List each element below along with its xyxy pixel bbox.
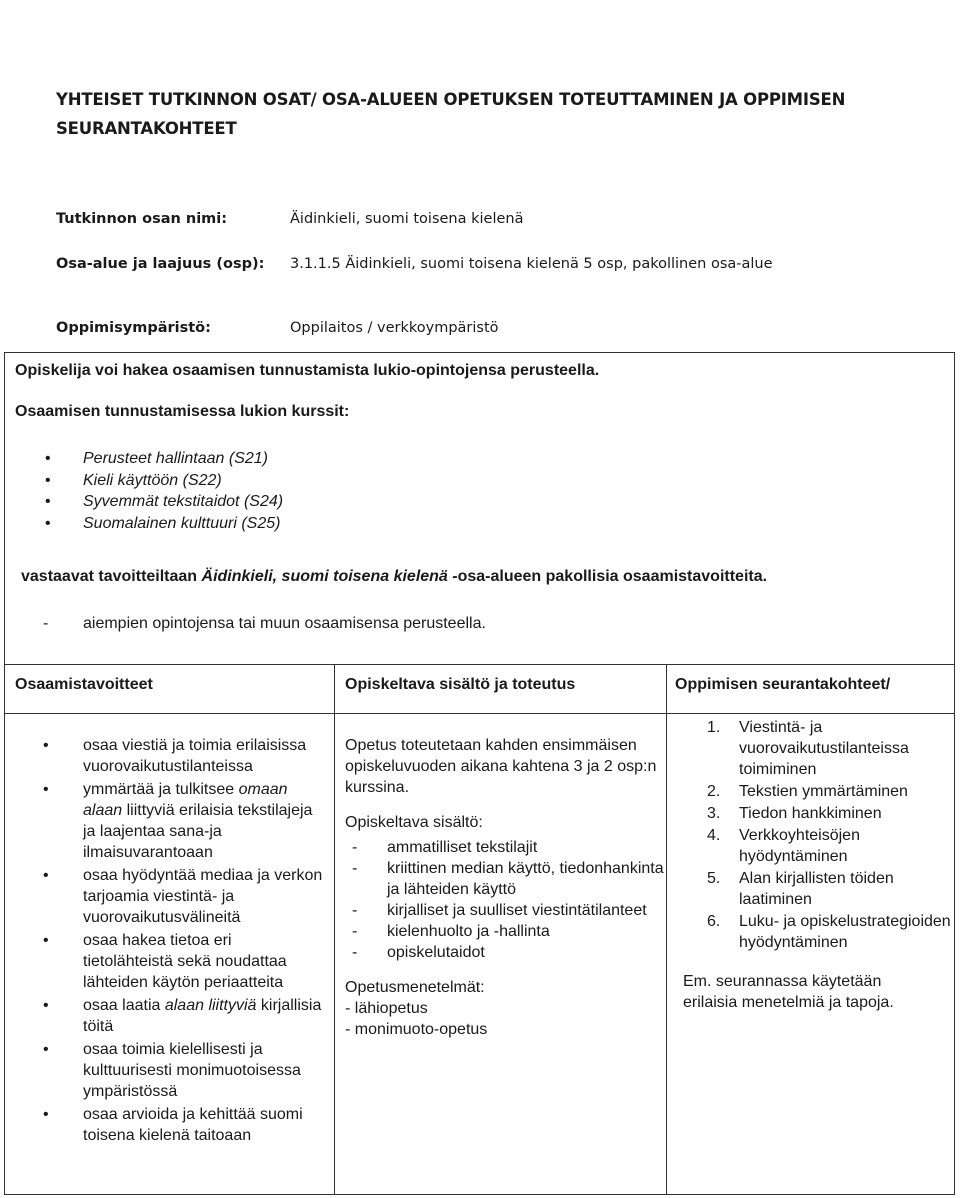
goal-text: kirjallisia töitä	[83, 997, 322, 1035]
goal-text: ymmärtää ja tulkitsee	[83, 781, 239, 798]
targets-sentence	[21, 568, 767, 586]
courses-list	[45, 448, 283, 534]
document-title: YHTEISET TUTKINNON OSAT/ OSA-ALUEEN OPETUKSEN TOTEUTTAMINEN JA OPPIMISEN SEURANTAKOHTEET	[56, 90, 846, 138]
followup-number: 6.	[707, 913, 721, 930]
area-value: 3.1.1.5 Äidinkieli, suomi toisena kielenä 5 osp, pakollinen osa-alue	[290, 256, 773, 272]
method-item: - lähiopetus	[345, 1000, 428, 1017]
goal-text: osaa laatia	[83, 997, 165, 1014]
goal-item	[43, 865, 323, 928]
goal-item	[43, 930, 323, 993]
courses-heading: Osaamisen tunnustamisessa lukion kurssit:	[15, 403, 350, 420]
course-item: • Perusteet hallintaan (S21)	[45, 448, 283, 470]
content-item: - ammatilliset tekstilajit	[345, 837, 665, 858]
followup-item	[683, 868, 953, 910]
prior-learning-line	[43, 615, 486, 633]
goals-list	[43, 735, 323, 1146]
followup-item	[683, 781, 953, 802]
area-label: Osa-alue ja laajuus (osp):	[56, 256, 265, 272]
goal-text: omaan alaan	[83, 781, 288, 819]
environment-label: Oppimisympäristö:	[56, 320, 211, 336]
content-label: Opiskeltava sisältö:	[345, 814, 483, 831]
goal-text: osaa arvioida ja kehittää suomi toisena kielenä taitoaan	[83, 1106, 303, 1144]
goal-item	[43, 1104, 323, 1146]
goal-item	[43, 995, 323, 1037]
goal-item	[43, 779, 323, 863]
goal-text: osaa toimia kielellisesti ja kulttuurisesti monimuotoisessa ympäristössä	[83, 1041, 301, 1100]
course-item: • Syvemmät tekstitaidot (S24)	[45, 491, 283, 513]
content-list	[345, 837, 665, 963]
followup-number: 1.	[707, 719, 721, 736]
part-name-label: Tutkinnon osan nimi:	[56, 211, 228, 227]
followup-text: Viestintä- ja vuorovaikutustilanteissa toimiminen	[739, 719, 909, 778]
methods-label: Opetusmenetelmät:	[345, 979, 485, 996]
goal-item	[43, 1039, 323, 1102]
content-item: - kielenhuolto ja -hallinta	[345, 921, 665, 942]
prior-dash: -	[43, 615, 49, 632]
goal-text: osaa hakea tietoa eri tietolähteistä sekä noudattaa lähteiden käytön periaatteita	[83, 932, 287, 991]
content-item: - kirjalliset ja suulliset viestintätilanteet	[345, 900, 665, 921]
followup-item	[683, 803, 953, 824]
goal-text: liittyviä erilaisia tekstilajeja ja laajentaa sana-ja ilmaisuvarantoaan	[83, 802, 313, 861]
targets-post: -osa-alueen pakollisia osaamistavoitteita.	[447, 568, 768, 585]
followup-text: Tekstien ymmärtäminen	[739, 783, 908, 800]
header-content: Opiskeltava sisältö ja toteutus	[345, 676, 576, 693]
followup-text: Luku- ja opiskelustrategioiden hyödyntäminen	[739, 913, 951, 951]
followup-number: 5.	[707, 870, 721, 887]
content-item: - kriittinen median käyttö, tiedonhankinta ja lähteiden käyttö	[345, 858, 665, 900]
header-followup: Oppimisen seurantakohteet/	[675, 676, 891, 693]
part-name-value: Äidinkieli, suomi toisena kielenä	[290, 211, 524, 227]
goal-text: alaan liittyviä	[164, 997, 257, 1014]
followup-note: Em. seurannassa käytetään erilaisia menetelmiä ja tapoja.	[683, 973, 894, 1011]
goal-text: osaa hyödyntää mediaa ja verkon tarjoamia viestintä- ja vuorovaikutusvälineitä	[83, 867, 323, 926]
goal-text: osaa viestiä ja toimia erilaisissa vuorovaikutustilanteissa	[83, 737, 307, 775]
followup-item	[683, 825, 953, 867]
content-item: - opiskelutaidot	[345, 942, 665, 963]
followup-number: 2.	[707, 783, 721, 800]
header-goals: Osaamistavoitteet	[15, 676, 153, 693]
content-column	[345, 735, 665, 1040]
prior-text: aiempien opintojensa tai muun osaamisensa perusteella.	[83, 615, 486, 632]
column-divider	[666, 665, 667, 1194]
followup-item	[683, 717, 953, 780]
column-divider	[334, 665, 335, 1194]
followup-text: Tiedon hankkiminen	[739, 805, 882, 822]
followup-text: Alan kirjallisten töiden laatiminen	[739, 870, 894, 908]
competence-table	[4, 664, 955, 1195]
course-item: • Kieli käyttöön (S22)	[45, 470, 283, 492]
header-divider	[5, 713, 954, 714]
followup-column	[683, 717, 953, 1013]
goals-column	[43, 735, 323, 1148]
environment-value: Oppilaitos / verkkoympäristö	[290, 320, 499, 336]
method-item: - monimuoto-opetus	[345, 1021, 488, 1038]
targets-pre: vastaavat tavoitteiltaan	[21, 568, 202, 585]
followup-text: Verkkoyhteisöjen hyödyntäminen	[739, 827, 860, 865]
followup-number: 4.	[707, 827, 721, 844]
followup-item	[683, 911, 953, 953]
targets-subject: Äidinkieli, suomi toisena kielenä	[201, 568, 448, 585]
goal-item	[43, 735, 323, 777]
recognition-box	[4, 352, 955, 665]
content-intro: Opetus toteutetaan kahden ensimmäisen opiskeluvuoden aikana kahtena 3 ja 2 osp:n kurssina.	[345, 737, 657, 796]
followup-list	[683, 717, 953, 953]
course-item: • Suomalainen kulttuuri (S25)	[45, 513, 283, 535]
recognition-statement: Opiskelija voi hakea osaamisen tunnustamista lukio-opintojensa perusteella.	[15, 362, 600, 379]
followup-number: 3.	[707, 805, 721, 822]
